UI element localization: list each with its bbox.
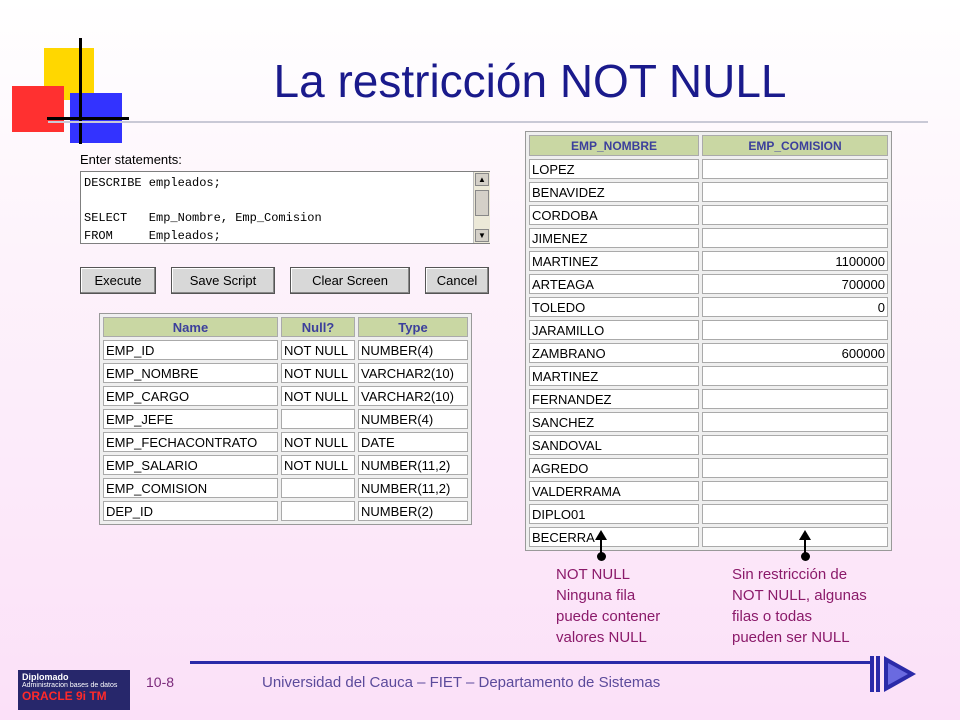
note-line: valores NULL [556, 629, 647, 646]
note-nullable [732, 564, 867, 648]
table-cell: EMP_COMISION [103, 478, 278, 498]
table-row [103, 455, 468, 475]
table-row [529, 251, 888, 271]
enter-statements-label: Enter statements: [80, 152, 182, 167]
table-cell [702, 389, 888, 409]
table-cell [702, 159, 888, 179]
table-row [529, 159, 888, 179]
table-row [529, 182, 888, 202]
describe-header-cell: Null? [281, 317, 355, 337]
execute-button[interactable]: Execute [80, 267, 156, 294]
table-cell: FERNANDEZ [529, 389, 699, 409]
table-cell: NOT NULL [281, 386, 355, 406]
table-cell: MARTINEZ [529, 251, 699, 271]
note-line: puede contener [556, 608, 661, 625]
slide-number: 10-8 [146, 674, 175, 690]
course-badge [18, 670, 130, 710]
arrow-dot [801, 552, 810, 561]
note-line: pueden ser NULL [732, 629, 850, 646]
table-cell [281, 501, 355, 521]
table-cell: NUMBER(2) [358, 501, 468, 521]
table-row [103, 363, 468, 383]
table-cell: EMP_ID [103, 340, 278, 360]
table-cell: LOPEZ [529, 159, 699, 179]
table-cell: JIMENEZ [529, 228, 699, 248]
table-row [103, 386, 468, 406]
table-cell: VALDERRAMA [529, 481, 699, 501]
table-row [529, 412, 888, 432]
scroll-down-icon[interactable]: ▼ [475, 229, 489, 242]
table-row [529, 343, 888, 363]
scroll-thumb[interactable] [475, 190, 489, 216]
table-row [529, 205, 888, 225]
table-cell: BENAVIDEZ [529, 182, 699, 202]
result-header-row [529, 135, 888, 156]
table-cell [702, 412, 888, 432]
clear-screen-button[interactable]: Clear Screen [290, 267, 410, 294]
table-row [529, 274, 888, 294]
table-cell: ARTEAGA [529, 274, 699, 294]
table-cell: DEP_ID [103, 501, 278, 521]
table-cell: 600000 [702, 343, 888, 363]
oracle-logo: ORACLE 9i TM [22, 689, 107, 703]
badge-line: Administracion bases de datos [22, 682, 118, 689]
table-cell [702, 458, 888, 478]
table-cell: EMP_NOMBRE [103, 363, 278, 383]
cancel-button[interactable]: Cancel [425, 267, 489, 294]
table-cell [702, 320, 888, 340]
table-cell: EMP_SALARIO [103, 455, 278, 475]
table-cell: EMP_FECHACONTRATO [103, 432, 278, 452]
badge-line: Diplomado [22, 672, 69, 682]
table-cell: 700000 [702, 274, 888, 294]
note-not-null [556, 564, 660, 648]
describe-header-row [103, 317, 468, 337]
scroll-up-icon[interactable]: ▲ [475, 173, 489, 186]
table-row [529, 527, 888, 547]
next-slide-icon[interactable] [868, 654, 924, 694]
table-cell: DATE [358, 432, 468, 452]
table-cell: EMP_JEFE [103, 409, 278, 429]
table-cell [702, 504, 888, 524]
table-row [529, 228, 888, 248]
table-row [529, 458, 888, 478]
table-cell: NOT NULL [281, 432, 355, 452]
note-line: NOT NULL, algunas [732, 587, 867, 604]
table-cell: NUMBER(4) [358, 409, 468, 429]
table-cell: ZAMBRANO [529, 343, 699, 363]
table-row [529, 320, 888, 340]
table-row [529, 481, 888, 501]
arrow-dot [597, 552, 606, 561]
table-cell: EMP_CARGO [103, 386, 278, 406]
table-cell: BECERRA [529, 527, 699, 547]
logo-line-vertical [79, 38, 82, 144]
table-cell: MARTINEZ [529, 366, 699, 386]
result-header-cell: EMP_NOMBRE [529, 135, 699, 156]
table-row [529, 297, 888, 317]
table-row [103, 478, 468, 498]
table-cell: NUMBER(11,2) [358, 455, 468, 475]
note-line: filas o todas [732, 608, 813, 625]
table-cell: TOLEDO [529, 297, 699, 317]
table-row [103, 409, 468, 429]
table-cell: DIPLO01 [529, 504, 699, 524]
title-divider [48, 121, 928, 123]
describe-header-cell: Name [103, 317, 278, 337]
table-cell: VARCHAR2(10) [358, 363, 468, 383]
table-cell: NUMBER(4) [358, 340, 468, 360]
table-cell: NOT NULL [281, 363, 355, 383]
describe-header-cell: Type [358, 317, 468, 337]
table-cell: NOT NULL [281, 340, 355, 360]
table-row [103, 340, 468, 360]
table-cell: JARAMILLO [529, 320, 699, 340]
table-cell: 1100000 [702, 251, 888, 271]
table-cell [702, 205, 888, 225]
logo-square-red [12, 86, 64, 132]
save-script-button[interactable]: Save Script [171, 267, 275, 294]
table-cell [702, 182, 888, 202]
table-cell: SANDOVAL [529, 435, 699, 455]
table-row [103, 501, 468, 521]
result-header-cell: EMP_COMISION [702, 135, 888, 156]
table-cell [702, 366, 888, 386]
table-row [529, 389, 888, 409]
table-cell [702, 228, 888, 248]
result-table [525, 131, 892, 551]
table-row [529, 435, 888, 455]
footer-divider [190, 661, 870, 664]
sql-text[interactable]: DESCRIBE empleados; SELECT Emp_Nombre, Emp_Comision FROM Empleados; [84, 176, 322, 243]
table-cell: NUMBER(11,2) [358, 478, 468, 498]
table-row [529, 504, 888, 524]
sql-scrollbar[interactable] [473, 172, 490, 243]
note-line: Ninguna fila [556, 587, 636, 604]
table-cell: NOT NULL [281, 455, 355, 475]
note-line: NOT NULL [556, 566, 630, 583]
note-line: Sin restricción de [732, 566, 848, 583]
slide-title: La restricción NOT NULL [273, 55, 787, 107]
logo-line-horizontal [47, 117, 129, 120]
table-cell [281, 478, 355, 498]
table-cell: 0 [702, 297, 888, 317]
table-cell [702, 435, 888, 455]
footer-text: Universidad del Cauca – FIET – Departamento de Sistemas [262, 674, 661, 691]
table-cell [281, 409, 355, 429]
table-row [103, 432, 468, 452]
table-row [529, 366, 888, 386]
table-cell [702, 527, 888, 547]
table-cell: VARCHAR2(10) [358, 386, 468, 406]
describe-table [99, 313, 472, 525]
table-cell [702, 481, 888, 501]
table-cell: SANCHEZ [529, 412, 699, 432]
table-cell: CORDOBA [529, 205, 699, 225]
table-cell: AGREDO [529, 458, 699, 478]
